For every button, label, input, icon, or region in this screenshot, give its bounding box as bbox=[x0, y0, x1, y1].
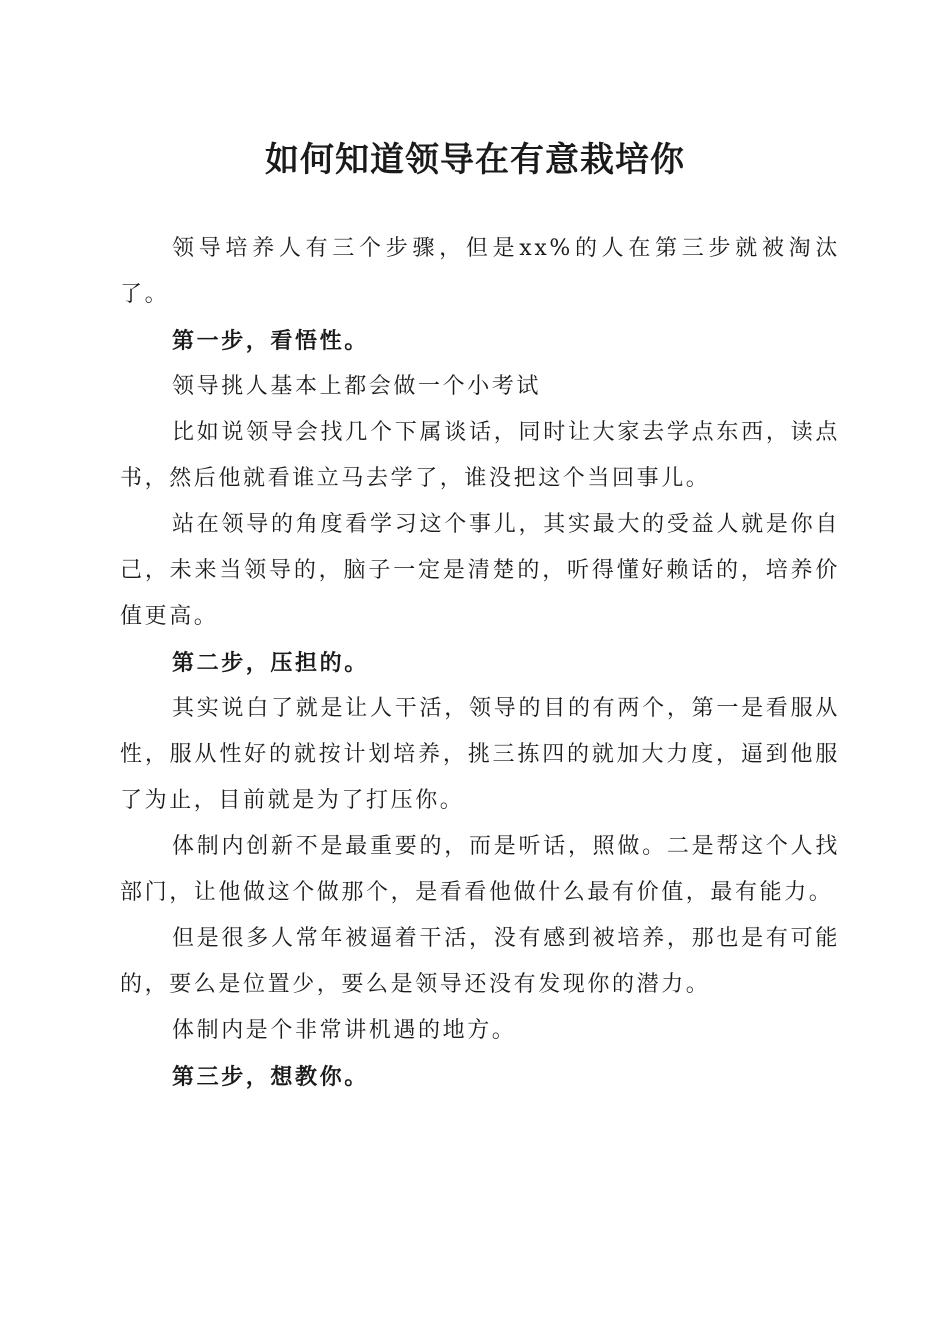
paragraph: 站在领导的角度看学习这个事儿，其实最大的受益人就是你自己，未来当领导的，脑子一定是清楚的，听得懂好赖话的，培养价值更高。 bbox=[120, 512, 840, 629]
paragraph: 其实说白了就是让人干活，领导的目的有两个，第一是看服从性，服从性好的就按计划培养，挑三拣四的就加大力度，逼到他服了为止，目前就是为了打压你。 bbox=[120, 696, 840, 813]
heading-step-two: 第二步，压担的。 bbox=[172, 650, 369, 676]
paragraph: 但是很多人常年被逼着干活，没有感到被培养，那也是有可能的，要么是位置少，要么是领导还没有发现你的潜力。 bbox=[120, 926, 840, 997]
paragraph-intro: 领导培养人有三个步骤，但是xx%的人在第三步就被淘汰了。 bbox=[120, 236, 840, 307]
document-body bbox=[120, 226, 840, 1100]
paragraph: 体制内是个非常讲机遇的地方。 bbox=[172, 1018, 517, 1043]
heading-step-one: 第一步，看悟性。 bbox=[172, 328, 369, 354]
heading-step-three: 第三步，想教你。 bbox=[172, 1064, 369, 1090]
document-title: 如何知道领导在有意栽培你 bbox=[265, 140, 685, 180]
paragraph: 比如说领导会找几个下属谈话，同时让大家去学点东西，读点书，然后他就看谁立马去学了，谁没把这个当回事儿。 bbox=[120, 420, 840, 491]
paragraph: 领导挑人基本上都会做一个小考试 bbox=[172, 374, 542, 399]
paragraph: 体制内创新不是最重要的，而是听话，照做。二是帮这个人找部门，让他做这个做那个，是看看他做什么最有价值，最有能力。 bbox=[120, 834, 840, 905]
